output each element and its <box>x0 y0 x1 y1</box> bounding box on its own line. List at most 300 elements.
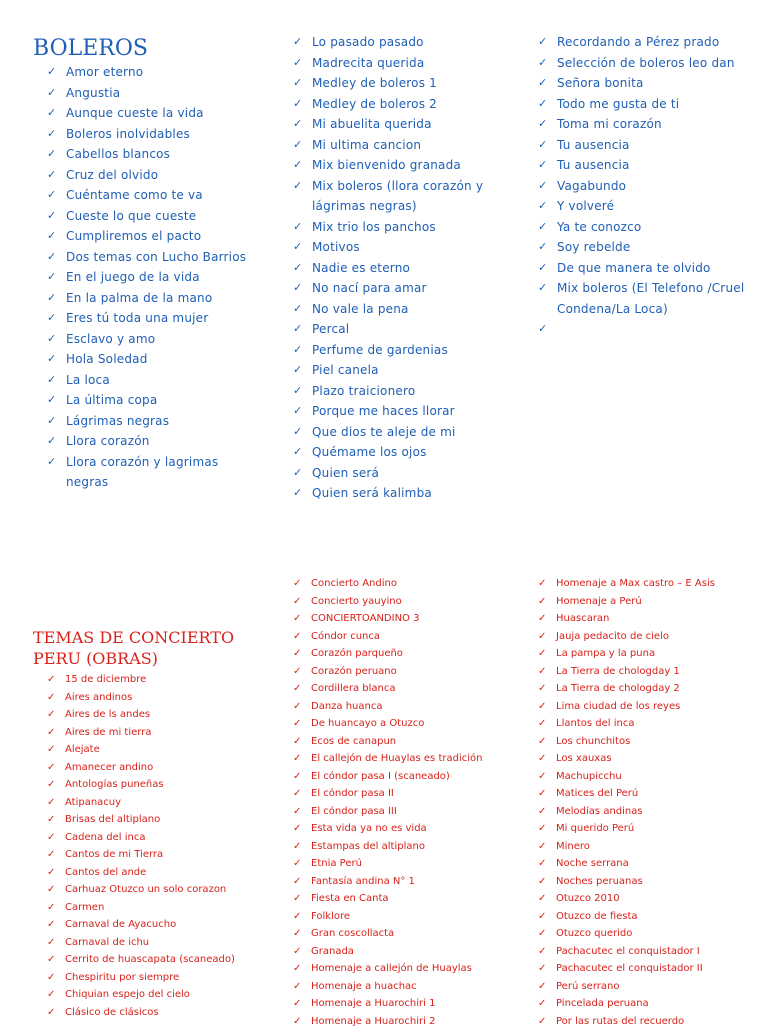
list-item <box>293 715 508 733</box>
check-icon: ✓ <box>538 925 546 943</box>
check-icon: ✓ <box>47 899 55 917</box>
check-icon: ✓ <box>47 185 56 206</box>
list-item-text: Hola Soledad <box>66 352 148 366</box>
list-item-text: Cerrito de huascapata (scaneado) <box>65 954 235 965</box>
list-item-text: Cuéntame como te va <box>66 188 203 202</box>
list-item-text: Fantasía andina N° 1 <box>311 876 415 887</box>
list-item <box>47 349 248 370</box>
check-icon: ✓ <box>293 299 302 320</box>
list-item-text: Tu ausencia <box>557 158 630 172</box>
list-item-text: Melodías andinas <box>556 806 643 817</box>
check-icon: ✓ <box>293 890 301 908</box>
check-icon: ✓ <box>293 53 302 74</box>
check-icon: ✓ <box>47 247 56 268</box>
check-icon: ✓ <box>538 135 547 156</box>
list-item <box>47 431 248 452</box>
list-item-text: Ya te conozco <box>557 220 641 234</box>
list-item <box>538 610 763 628</box>
list-item-text: Piel canela <box>312 363 379 377</box>
list-item <box>293 53 493 74</box>
list-item <box>538 575 763 593</box>
check-icon: ✓ <box>47 62 56 83</box>
list-item <box>47 206 248 227</box>
list-item-text: Mi querido Perú <box>556 823 634 834</box>
list-item <box>538 196 760 217</box>
check-icon: ✓ <box>538 73 547 94</box>
check-icon: ✓ <box>538 978 546 996</box>
check-icon: ✓ <box>47 864 55 882</box>
check-icon: ✓ <box>47 741 55 759</box>
list-item <box>538 114 760 135</box>
list-item <box>538 785 763 803</box>
check-icon: ✓ <box>293 401 302 422</box>
boleros-list-3 <box>538 32 760 319</box>
list-item <box>47 759 258 777</box>
temas-list-2 <box>293 575 508 1030</box>
list-item <box>47 794 258 812</box>
list-item <box>47 411 248 432</box>
list-item <box>293 925 508 943</box>
temas-column-3 <box>538 575 763 1030</box>
list-item-text: Mix trio los panchos <box>312 220 436 234</box>
list-item <box>293 217 493 238</box>
boleros-list-1 <box>47 62 248 493</box>
list-item-text: Antologías puneñas <box>65 779 164 790</box>
check-icon: ✓ <box>293 237 302 258</box>
list-item-text: Cordillera blanca <box>311 683 396 694</box>
list-item <box>538 960 763 978</box>
list-item <box>538 768 763 786</box>
list-item-text: Alejate <box>65 744 100 755</box>
list-item-text: El cóndor pasa III <box>311 806 397 817</box>
list-item <box>47 689 258 707</box>
list-item <box>47 706 258 724</box>
list-item-text: Quien será kalimba <box>312 486 432 500</box>
list-item-text: Cueste lo que cueste <box>66 209 196 223</box>
list-item-text: Corazón parqueño <box>311 648 403 659</box>
list-item <box>538 32 760 53</box>
check-icon: ✓ <box>293 340 302 361</box>
list-item-text: Selección de boleros leo dan <box>557 56 735 70</box>
list-item-text: Cadena del inca <box>65 832 145 843</box>
list-item-text: La última copa <box>66 393 157 407</box>
list-item-text: Carhuaz Otuzco un solo corazon <box>65 884 226 895</box>
list-item <box>47 671 258 689</box>
list-item <box>47 62 248 83</box>
list-item-text: Folklore <box>311 911 350 922</box>
list-item <box>538 135 760 156</box>
check-icon: ✓ <box>293 663 301 681</box>
list-item-text: Cantos de mi Tierra <box>65 849 163 860</box>
boleros-column-3 <box>538 32 760 319</box>
list-item-text: Cumpliremos el pacto <box>66 229 201 243</box>
list-item <box>293 733 508 751</box>
check-icon: ✓ <box>538 663 546 681</box>
check-icon: ✓ <box>293 803 301 821</box>
list-item-text: Esta vida ya no es vida <box>311 823 427 834</box>
list-item <box>293 1013 508 1030</box>
list-item-text: Señora bonita <box>557 76 644 90</box>
list-item <box>293 575 508 593</box>
check-icon: ✓ <box>293 645 301 663</box>
list-item <box>47 741 258 759</box>
list-item <box>293 995 508 1013</box>
list-item-text: Por las rutas del recuerdo <box>556 1016 684 1027</box>
check-icon: ✓ <box>538 733 546 751</box>
boleros-column-2 <box>293 32 493 504</box>
check-icon: ✓ <box>538 319 547 340</box>
list-item-text: Estampas del altiplano <box>311 841 425 852</box>
list-item-text: Atipanacuy <box>65 797 121 808</box>
check-icon: ✓ <box>47 969 55 987</box>
check-icon: ✓ <box>538 820 546 838</box>
list-item-text: Llantos del inca <box>556 718 634 729</box>
list-item <box>293 319 493 340</box>
list-item <box>47 724 258 742</box>
list-item-text: Tu ausencia <box>557 138 630 152</box>
list-item-text: Otuzco 2010 <box>556 893 620 904</box>
list-item-text: Mi ultima cancion <box>312 138 421 152</box>
list-item <box>293 960 508 978</box>
list-item-text: Fiesta en Canta <box>311 893 389 904</box>
check-icon: ✓ <box>538 237 547 258</box>
check-icon: ✓ <box>538 628 546 646</box>
list-item-text: 15 de diciembre <box>65 674 146 685</box>
list-item-text: Vagabundo <box>557 179 626 193</box>
list-item-text: Pachacutec el conquistador II <box>556 963 703 974</box>
list-item <box>47 1004 258 1022</box>
list-item-text: Aunque cueste la vida <box>66 106 204 120</box>
check-icon: ✓ <box>47 267 56 288</box>
check-icon: ✓ <box>538 53 547 74</box>
list-item-text: Homenaje a callejón de Huaylas <box>311 963 472 974</box>
list-item-text: Ecos de canapun <box>311 736 396 747</box>
list-item-text: Amor eterno <box>66 65 143 79</box>
temas-list-1 <box>47 671 258 1021</box>
list-item-text: Medley de boleros 1 <box>312 76 437 90</box>
list-item-text: La pampa y la puna <box>556 648 655 659</box>
list-item-text: Esclavo y amo <box>66 332 155 346</box>
boleros-list-2 <box>293 32 493 504</box>
list-item <box>293 785 508 803</box>
check-icon: ✓ <box>538 838 546 856</box>
check-icon: ✓ <box>538 155 547 176</box>
check-icon: ✓ <box>538 1013 546 1030</box>
list-item-text: Homenaje a huachac <box>311 981 417 992</box>
list-item-text: Pachacutec el conquistador I <box>556 946 700 957</box>
check-icon: ✓ <box>293 575 301 593</box>
list-item <box>538 838 763 856</box>
check-icon: ✓ <box>293 135 302 156</box>
check-icon: ✓ <box>293 381 302 402</box>
list-item-text: Matices del Perú <box>556 788 638 799</box>
check-icon: ✓ <box>538 908 546 926</box>
check-icon: ✓ <box>293 960 301 978</box>
check-icon: ✓ <box>538 960 546 978</box>
check-icon: ✓ <box>293 94 302 115</box>
list-item-text: Mi abuelita querida <box>312 117 432 131</box>
list-item <box>47 881 258 899</box>
check-icon: ✓ <box>293 155 302 176</box>
list-item-text: Huascaran <box>556 613 609 624</box>
list-item <box>538 890 763 908</box>
list-item <box>47 83 248 104</box>
list-item-text: Plazo traicionero <box>312 384 415 398</box>
check-icon: ✓ <box>47 951 55 969</box>
check-icon: ✓ <box>47 881 55 899</box>
list-item <box>293 890 508 908</box>
check-icon: ✓ <box>293 422 302 443</box>
list-item <box>538 698 763 716</box>
list-item <box>538 680 763 698</box>
temas-column-1 <box>33 627 258 1021</box>
list-item-text: Aires de mi tierra <box>65 727 151 738</box>
list-item <box>47 916 258 934</box>
list-item <box>293 610 508 628</box>
check-icon: ✓ <box>47 846 55 864</box>
list-item-text: El cóndor pasa II <box>311 788 394 799</box>
check-icon: ✓ <box>293 319 302 340</box>
list-item <box>293 340 493 361</box>
list-item-text: Perú serrano <box>556 981 619 992</box>
check-icon: ✓ <box>293 768 301 786</box>
list-item-text: Quien será <box>312 466 379 480</box>
list-item-text: Chiquian espejo del cielo <box>65 989 190 1000</box>
check-icon: ✓ <box>293 258 302 279</box>
check-icon: ✓ <box>293 483 302 504</box>
list-item <box>47 969 258 987</box>
check-icon: ✓ <box>47 103 56 124</box>
list-item <box>47 829 258 847</box>
list-item <box>538 94 760 115</box>
list-item <box>47 124 248 145</box>
check-icon: ✓ <box>47 349 56 370</box>
list-item <box>47 846 258 864</box>
list-item <box>538 873 763 891</box>
list-item-text: Machupicchu <box>556 771 622 782</box>
check-icon: ✓ <box>47 452 56 473</box>
check-icon: ✓ <box>538 575 546 593</box>
check-icon: ✓ <box>293 838 301 856</box>
check-icon: ✓ <box>47 986 55 1004</box>
list-item-text: Todo me gusta de ti <box>557 97 679 111</box>
list-item <box>293 750 508 768</box>
check-icon: ✓ <box>538 873 546 891</box>
check-icon: ✓ <box>293 855 301 873</box>
list-item-text: La Tierra de chologday 2 <box>556 683 680 694</box>
list-item <box>293 645 508 663</box>
list-item <box>538 995 763 1013</box>
check-icon: ✓ <box>538 258 547 279</box>
list-item-text: Amanecer andino <box>65 762 153 773</box>
list-item-text: Nadie es eterno <box>312 261 410 275</box>
list-item-text: Homenaje a Huarochiri 1 <box>311 998 435 1009</box>
check-icon: ✓ <box>47 226 56 247</box>
list-item <box>47 103 248 124</box>
check-icon: ✓ <box>47 411 56 432</box>
list-item <box>293 978 508 996</box>
list-item-text: En la palma de la mano <box>66 291 212 305</box>
list-item-text: Otuzco querido <box>556 928 632 939</box>
list-item <box>293 680 508 698</box>
check-icon: ✓ <box>538 196 547 217</box>
list-item <box>293 381 493 402</box>
list-item <box>293 176 493 217</box>
list-item <box>293 299 493 320</box>
list-item <box>538 155 760 176</box>
check-icon: ✓ <box>293 715 301 733</box>
list-item-text: Homenaje a Huarochiri 2 <box>311 1016 435 1027</box>
check-icon: ✓ <box>538 785 546 803</box>
list-item <box>538 176 760 197</box>
check-icon: ✓ <box>47 431 56 452</box>
list-item <box>293 32 493 53</box>
list-item-text: Concierto Andino <box>311 578 397 589</box>
check-icon: ✓ <box>293 908 301 926</box>
check-icon: ✓ <box>293 680 301 698</box>
check-icon: ✓ <box>538 610 546 628</box>
list-item <box>47 811 258 829</box>
check-icon: ✓ <box>293 628 301 646</box>
list-item-text: Cabellos blancos <box>66 147 170 161</box>
list-item-text: Medley de boleros 2 <box>312 97 437 111</box>
check-icon: ✓ <box>293 733 301 751</box>
list-item <box>293 803 508 821</box>
list-item <box>293 593 508 611</box>
check-icon: ✓ <box>538 943 546 961</box>
list-item <box>538 73 760 94</box>
check-icon: ✓ <box>293 820 301 838</box>
list-item-text: Pincelada peruana <box>556 998 649 1009</box>
list-item-text: Otuzco de fiesta <box>556 911 638 922</box>
list-item <box>538 593 763 611</box>
list-item-text: Corazón peruano <box>311 666 397 677</box>
list-item <box>538 237 760 258</box>
list-item <box>47 452 248 493</box>
boleros-heading: BOLEROS <box>33 36 248 62</box>
list-item-text: Carnaval de Ayacucho <box>65 919 176 930</box>
list-item-text: Etnia Perú <box>311 858 362 869</box>
check-icon: ✓ <box>47 165 56 186</box>
list-item <box>47 951 258 969</box>
list-item <box>47 185 248 206</box>
check-icon: ✓ <box>538 768 546 786</box>
check-icon: ✓ <box>293 593 301 611</box>
list-item <box>47 934 258 952</box>
list-item <box>538 750 763 768</box>
list-item-text: Lima ciudad de los reyes <box>556 701 680 712</box>
list-item <box>293 237 493 258</box>
list-item-text: Toma mi corazón <box>557 117 662 131</box>
list-item <box>293 114 493 135</box>
list-item <box>47 308 248 329</box>
check-icon: ✓ <box>47 811 55 829</box>
list-item <box>293 820 508 838</box>
list-item-text: Llora corazón y lagrimas negras <box>66 455 218 490</box>
check-icon: ✓ <box>47 370 56 391</box>
list-item-text: Noche serrana <box>556 858 629 869</box>
check-icon: ✓ <box>538 803 546 821</box>
list-item-text: Boleros inolvidables <box>66 127 190 141</box>
check-icon: ✓ <box>293 463 302 484</box>
list-item <box>293 155 493 176</box>
list-item-text: Cantos del ande <box>65 867 146 878</box>
check-icon: ✓ <box>47 288 56 309</box>
check-icon: ✓ <box>293 114 302 135</box>
check-icon: ✓ <box>293 873 301 891</box>
list-item-text: Los xauxas <box>556 753 612 764</box>
check-icon: ✓ <box>47 144 56 165</box>
check-icon: ✓ <box>538 750 546 768</box>
check-icon: ✓ <box>293 925 301 943</box>
check-icon: ✓ <box>538 114 547 135</box>
check-icon: ✓ <box>293 278 302 299</box>
list-item <box>293 908 508 926</box>
list-item-text: No vale la pena <box>312 302 409 316</box>
list-item <box>538 278 760 319</box>
check-icon: ✓ <box>293 785 301 803</box>
list-item <box>293 698 508 716</box>
list-item <box>293 838 508 856</box>
list-item <box>293 873 508 891</box>
check-icon: ✓ <box>293 750 301 768</box>
check-icon: ✓ <box>293 442 302 463</box>
list-item <box>538 803 763 821</box>
list-item-text: Jauja pedacito de cielo <box>556 631 669 642</box>
list-item-text: Percal <box>312 322 349 336</box>
list-item-text: Recordando a Pérez prado <box>557 35 719 49</box>
check-icon: ✓ <box>538 995 546 1013</box>
list-item-text: Cóndor cunca <box>311 631 380 642</box>
check-icon: ✓ <box>538 217 547 238</box>
list-item <box>538 645 763 663</box>
list-item-text: No nací para amar <box>312 281 427 295</box>
list-item <box>293 422 493 443</box>
check-icon: ✓ <box>47 794 55 812</box>
list-item-text: Granada <box>311 946 354 957</box>
list-item-text: Eres tú toda una mujer <box>66 311 208 325</box>
list-item <box>538 908 763 926</box>
check-icon: ✓ <box>538 680 546 698</box>
list-item <box>47 144 248 165</box>
check-icon: ✓ <box>293 610 301 628</box>
list-item <box>293 73 493 94</box>
list-item-text: Carnaval de ichu <box>65 937 149 948</box>
check-icon: ✓ <box>47 390 56 411</box>
list-item-text: Cruz del olvido <box>66 168 158 182</box>
check-icon: ✓ <box>293 943 301 961</box>
temas-heading: TEMAS DE CONCIERTO PERU (OBRAS) <box>33 627 258 669</box>
list-item-text: Minero <box>556 841 590 852</box>
temas-list-3 <box>538 575 763 1030</box>
list-item-text: Gran coscollacta <box>311 928 394 939</box>
list-item <box>538 855 763 873</box>
check-icon: ✓ <box>538 94 547 115</box>
list-item <box>293 258 493 279</box>
check-icon: ✓ <box>538 698 546 716</box>
list-item <box>47 899 258 917</box>
list-item <box>47 226 248 247</box>
list-item-text: Soy rebelde <box>557 240 630 254</box>
check-icon: ✓ <box>293 1013 301 1030</box>
check-icon: ✓ <box>538 855 546 873</box>
list-item-text: Chespiritu por siempre <box>65 972 179 983</box>
list-item <box>293 360 493 381</box>
list-item-text: La loca <box>66 373 110 387</box>
check-icon: ✓ <box>47 689 55 707</box>
list-item <box>538 53 760 74</box>
check-icon: ✓ <box>47 671 55 689</box>
